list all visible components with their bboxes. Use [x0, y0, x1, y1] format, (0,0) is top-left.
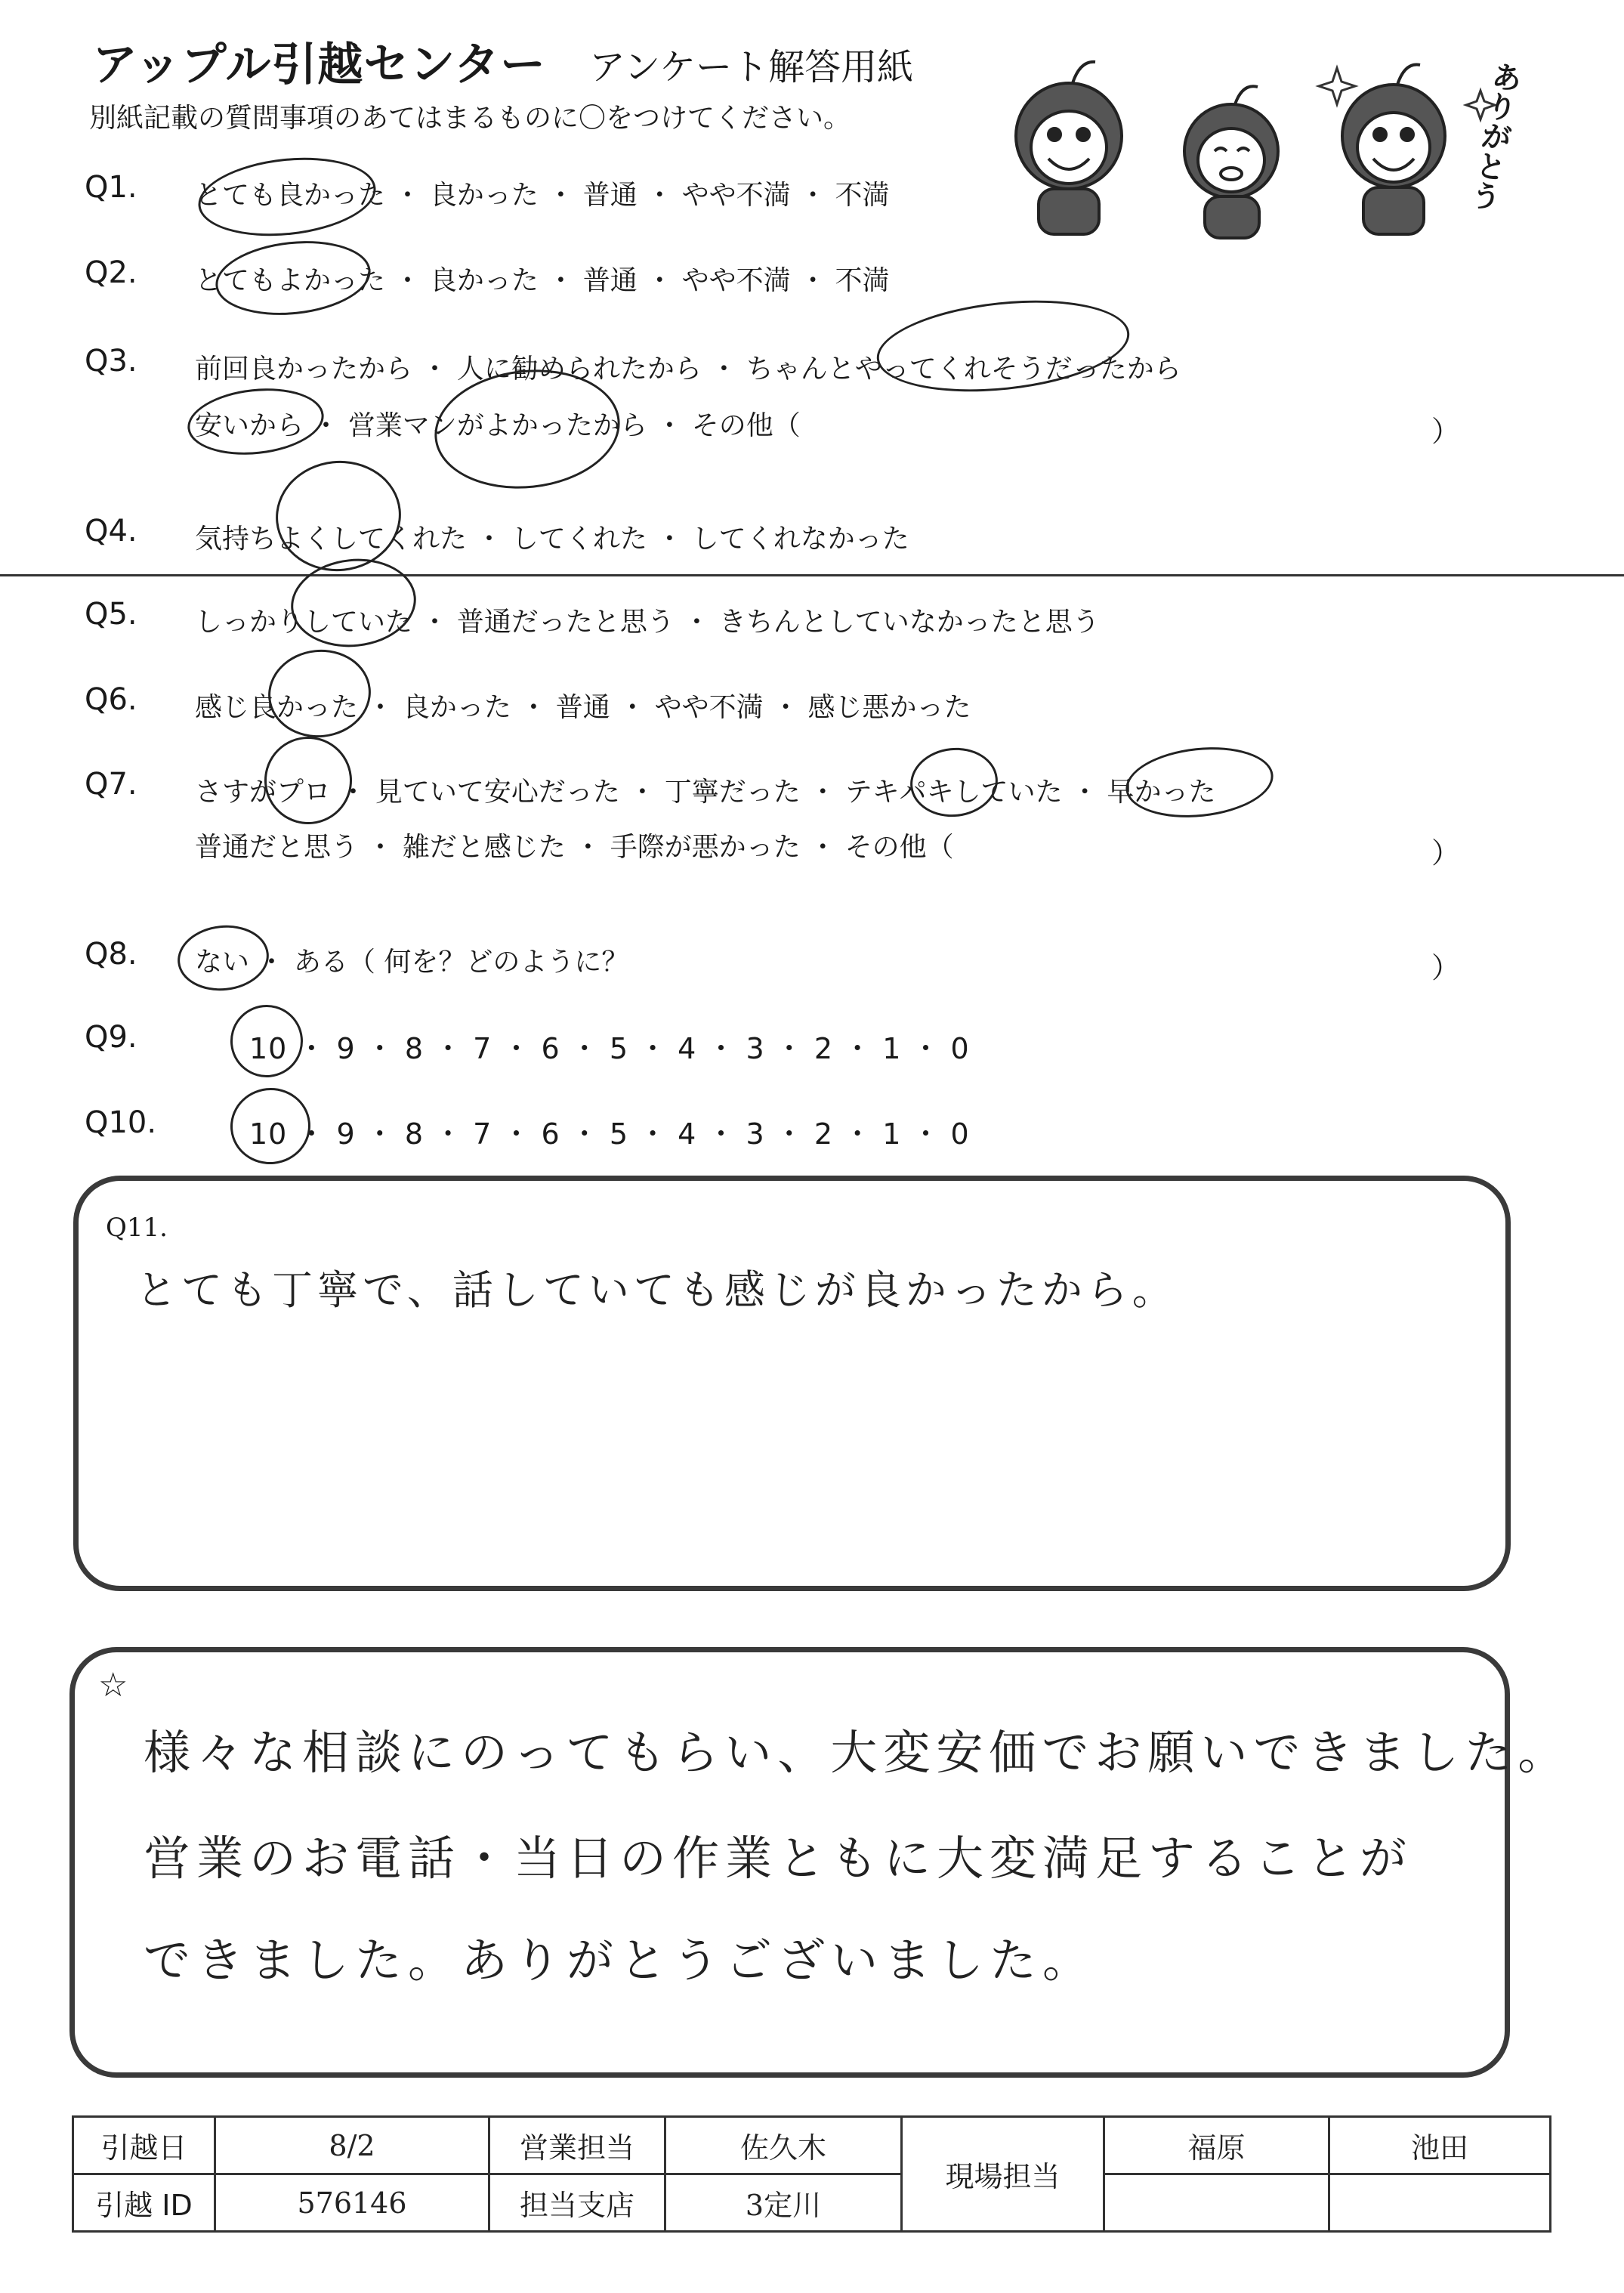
- q3-label: Q3.: [85, 344, 137, 379]
- info-table: [72, 2115, 1551, 2233]
- q11-label: Q11.: [106, 1213, 168, 1243]
- answer-circle: [194, 150, 379, 244]
- q7-label: Q7.: [85, 767, 137, 802]
- sparkle-icon: [1319, 68, 1355, 104]
- q8-options: ない ・ ある（ 何を？どのように？: [195, 947, 629, 978]
- star-label: ☆: [98, 1666, 128, 1704]
- q7-close-paren: ）: [1431, 836, 1461, 870]
- q4-label: Q4.: [85, 514, 137, 549]
- move-date-value: 8/2: [215, 2117, 489, 2174]
- monkey-mascots-illustration: [982, 45, 1526, 242]
- answer-circle: [1122, 740, 1277, 824]
- q9-scale: 10 ・ 9 ・ 8 ・ 7 ・ 6 ・ 5 ・ 4 ・ 3 ・ 2 ・ 1 ・ 0: [249, 1032, 970, 1065]
- q1-label: Q1.: [85, 170, 137, 205]
- comment-line-1: 様々な相談にのってもらい、大変安価でお願いできました。: [144, 1725, 1571, 1780]
- q7-options-line2: 普通だと思う ・ 雑だと感じた ・ 手際が悪かった ・ その他（: [195, 832, 954, 863]
- answer-circle: [174, 921, 272, 995]
- q1-options: とても良かった ・ 良かった ・ 普通 ・ やや不満 ・ 不満: [195, 180, 890, 211]
- q3-options-line1: 前回良かったから ・ 人に勧められたから ・ ちゃんとやってくれそうだったから: [195, 354, 1181, 385]
- instruction-text: 別紙記載の質問事項のあてはまるものに〇をつけてください。: [89, 103, 851, 134]
- q7-options-line1: さすがプロ ・ 見ていて安心だった ・ 丁寧だった ・ テキパキしていた ・ 早かった: [195, 777, 1216, 808]
- branch-label: 担当支店: [489, 2174, 665, 2232]
- q6-options: 感じ良かった ・ 良かった ・ 普通 ・ やや不満 ・ 感じ悪かった: [195, 692, 971, 723]
- site-staff-1: 福原: [1104, 2117, 1329, 2174]
- answer-circle: [212, 233, 375, 322]
- branch-value: 3定川: [665, 2174, 902, 2232]
- form-title: アンケート解答用紙: [589, 46, 914, 88]
- q2-options: とてもよかった ・ 良かった ・ 普通 ・ やや不満 ・ 不満: [195, 265, 890, 296]
- q10-label: Q10.: [85, 1105, 157, 1140]
- q8-label: Q8.: [85, 937, 137, 972]
- answer-circle: [184, 382, 327, 461]
- answer-circle: [264, 644, 375, 743]
- site-staff-label: 現場担当: [902, 2117, 1104, 2232]
- answer-circle: [907, 743, 1002, 821]
- mascot-thanks-text: ありがとう: [1463, 58, 1525, 214]
- site-staff-empty-cell: [1329, 2174, 1551, 2232]
- site-staff-empty-cell: [1104, 2174, 1329, 2232]
- q3-options-line2: 安いから ・ 営業マンがよかったから ・ その他（: [195, 410, 801, 441]
- monkey-icon: [1184, 86, 1278, 238]
- company-title: アップル引越センター: [92, 39, 546, 91]
- answer-circle: [227, 1001, 307, 1081]
- q5-options: しっかりしていた ・ 普通だったと思う ・ きちんとしていなかったと思う: [195, 607, 1100, 638]
- q8-close-paren: ）: [1431, 951, 1461, 984]
- q3-close-paren: ）: [1431, 415, 1461, 448]
- q2-label: Q2.: [85, 255, 137, 290]
- answer-circle: [260, 732, 356, 828]
- answer-circle: [270, 455, 406, 578]
- sales-label: 営業担当: [489, 2117, 665, 2174]
- q9-label: Q9.: [85, 1020, 137, 1055]
- comment-line-3: できました。ありがとうございました。: [144, 1933, 1096, 1988]
- q11-answer-box: [73, 1176, 1511, 1591]
- monkey-icon: [1342, 65, 1445, 234]
- q4-options: 気持ちよくしてくれた ・ してくれた ・ してくれなかった: [195, 524, 909, 555]
- horizontal-divider: [0, 574, 1624, 576]
- sales-value: 佐久木: [665, 2117, 902, 2174]
- q10-scale: 10 ・ 9 ・ 8 ・ 7 ・ 6 ・ 5 ・ 4 ・ 3 ・ 2 ・ 1 ・ 0: [249, 1117, 970, 1151]
- answer-circle: [227, 1084, 314, 1169]
- q5-label: Q5.: [85, 597, 137, 632]
- monkey-icon: [1016, 62, 1122, 234]
- move-id-value: 576146: [215, 2174, 489, 2232]
- move-id-label: 引越 ID: [73, 2174, 215, 2232]
- site-staff-2: 池田: [1329, 2117, 1551, 2174]
- comment-line-2: 営業のお電話・当日の作業ともに大変満足することが: [144, 1831, 1413, 1886]
- q11-handwritten-answer: とても丁寧で、話していても感じが良かったから。: [136, 1266, 1178, 1314]
- q6-label: Q6.: [85, 682, 137, 717]
- move-date-label: 引越日: [73, 2117, 215, 2174]
